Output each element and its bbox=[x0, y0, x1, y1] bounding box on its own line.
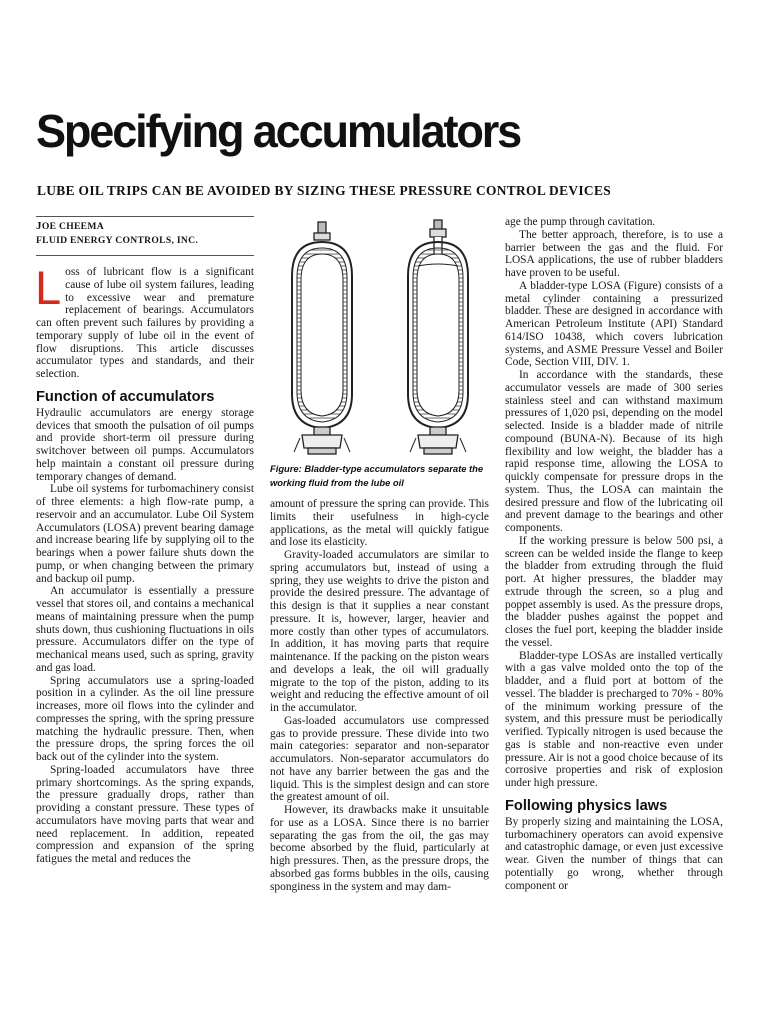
accumulator-left-icon bbox=[292, 222, 352, 454]
section-heading-function: Function of accumulators bbox=[36, 388, 215, 405]
column-2 bbox=[270, 498, 489, 893]
paragraph: Hydraulic accumulators are energy storage devices that smooth the pulsation of oil pumps and provide short-term oil pressure during switchover between oil pumps. Accumulators help maintain a constant oil pressure during temporary changes of demand. bbox=[36, 406, 254, 483]
column-3 bbox=[505, 216, 723, 892]
paragraph: Lube oil systems for turbomachinery consist of three elements: a high flow-rate pump, a reservoir and an accumulator. Lube Oil System Accumulators (LOSA) prevent bearing damage and increase bearing life by supplying oil to the bearings when a power failure shuts down the pump, or when changing between the primary and backup oil pump. bbox=[36, 483, 254, 585]
drop-cap: L bbox=[35, 261, 62, 314]
article-subtitle: LUBE OIL TRIPS CAN BE AVOIDED BY SIZING THESE PRESSURE CONTROL DEVICES bbox=[37, 183, 612, 198]
bladder-accumulator-illustration bbox=[270, 216, 489, 460]
paragraph: Gravity-loaded accumulators are similar to spring accumulators but, instead of using a spring, they use weights to drive the piston and provide the desired pressure. The advantage of this design is that it supplies a near constant pressure. It is, however, larger, heavier and more costly than other types of accumulators. In addition, it has moving parts that require maintenance. If the packing on the piston wears and develops a leak, the oil will gradually migrate to the top of the piston, adding to its weight and reducing the effective amount of oil in the accumulator. bbox=[270, 549, 489, 714]
intro-paragraph: Loss of lubricant flow is a significant cause of lube oil system failures, leading to excessive wear and premature replacement of bearings. Accumulators can often prevent such failures by providing a temporary supply of lube oil in the event of flow disruptions. This article discusses accumulator types and standards, and their selection. bbox=[35, 261, 254, 380]
paragraph: age the pump through cavitation. bbox=[505, 216, 656, 228]
paragraph: In accordance with the standards, these accumulator vessels are made of 300 series stainless steel and can withstand maximum pressures of 1,020 psi, depending on the model selected. Inside is a bladder made of nitrile compound (BUNA-N). Because of its high flexibility and low weight, the bladder has a rapid response time, allowing the LOSA to quickly compensate for pressure drops in the system. Thus, the LOSA can maintain the desired pressure and flow of the lubricating oil and prevent damage to the bearings and other components. bbox=[505, 369, 723, 534]
paragraph: However, its drawbacks make it unsuitable for use as a LOSA. Since there is no barrier separating the gas from the oil, the gas may become absorbed by the fluid, particularly at high pressures. Then, as the pressure drops, the absorbed gas forms bubbles in the oils, causing sponginess in the system and may dam- bbox=[270, 804, 489, 893]
byline bbox=[36, 216, 254, 256]
figure-caption: Figure: Bladder-type accumulators separate the working fluid from the lube oil bbox=[270, 463, 484, 488]
paragraph: An accumulator is essentially a pressure vessel that stores oil, and contains a mechanical means of maintaining pressure when the pump shuts down, thus cushioning fluctuations in oils pressure. Accumulators differ on the type of mechanical means used, such as spring, gravity and gas load. bbox=[36, 585, 254, 674]
section-heading-physics: Following physics laws bbox=[505, 797, 668, 814]
paragraph: Spring accumulators use a spring-loaded position in a cylinder. As the oil line pressure increases, more oil flows into the cylinder and compresses the spring, with the spring pressure matching the hydraulic pressure. Then, when the pressure drops, the spring forces the oil back out of the cylinder into the system. bbox=[36, 674, 254, 763]
paragraph: If the working pressure is below 500 psi, a screen can be welded inside the flange to keep the bladder from extruding through the fluid port. At higher pressures, the bladder may extrude through the screen, so a plug and poppet assembly is used. As the pressure drops, the bladder pushes against the poppet and closes the fuel port, keeping the bladder inside the vessel. bbox=[505, 534, 723, 649]
paragraph: Spring-loaded accumulators have three primary shortcomings. As the spring expands, the pressure gradually drops, rather than providing a constant pressure. These types of accumulators have moving parts that wear and need replacement. In addition, repeated compression and expansion of the spring fatigues the metal and reduces the bbox=[36, 763, 254, 865]
accumulator-figure bbox=[270, 216, 489, 488]
paragraph: amount of pressure the spring can provide. This limits their usefulness in high-cycle applications, as the metal will quickly fatigue and lose its elasticity. bbox=[270, 498, 489, 549]
paragraph: The better approach, therefore, is to use a barrier between the gas and the fluid. For LOSA applications, the use of rubber bladders have proven to be useful. bbox=[505, 228, 723, 279]
article-title: Specifying accumulators bbox=[36, 105, 521, 157]
accumulator-right-icon bbox=[408, 220, 468, 454]
paragraph: Bladder-type LOSAs are installed vertically with a gas valve molded onto the top of the bladder, and a fluid port at bottom of the vessel. The bladder is precharged to 70% - 80% of the minimum working pressure of the system, and this pressure must be periodically verified. Typically nitrogen is used because the gas is stable and non-reactive even under pressure. Air is not a good choice because of its corrosive properties and risk of explosion under high pressure. bbox=[505, 649, 723, 789]
paragraph: Gas-loaded accumulators use compressed gas to provide pressure. These divide into two main categories: separator and non-separator accumulators. Non-separator accumulators do not have any barrier between the gas and the liquid. This is the simplest design and can store the greatest amount of oil. bbox=[270, 714, 489, 804]
paragraph: A bladder-type LOSA (Figure) consists of a metal cylinder containing a pressurized bladder. These are designed in accordance with American Petroleum Institute (API) Standard 614/ISO 10438, which covers lubrication systems, and ASME Pressure Vessel and Boiler Code, Section VIII, DIV. 1. bbox=[505, 279, 723, 369]
author-affiliation: FLUID ENERGY CONTROLS, INC. bbox=[36, 235, 199, 246]
author-name: JOE CHEEMA bbox=[36, 220, 104, 232]
paragraph: By properly sizing and maintaining the LOSA, turbomachinery operators can avoid expensive and catastrophic damage, or even just excessive wear. Given the number of things that can potentially go wrong, whether through component or bbox=[505, 815, 723, 892]
column-1 bbox=[36, 216, 254, 866]
